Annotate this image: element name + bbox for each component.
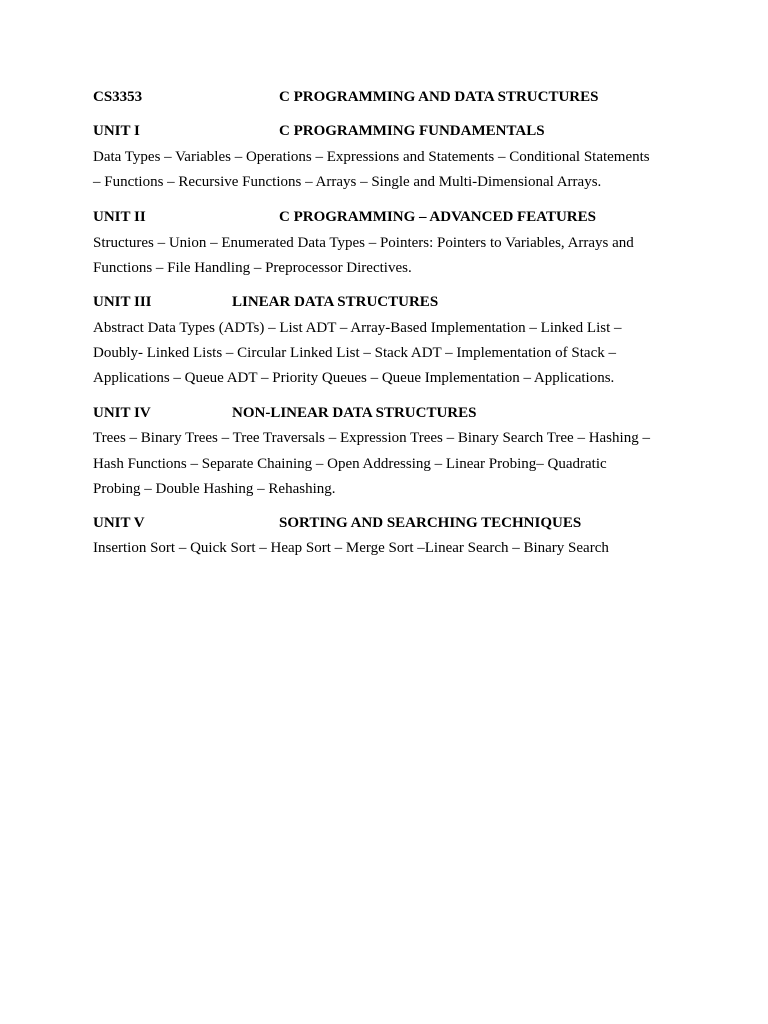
unit-title: C PROGRAMMING FUNDAMENTALS [279, 123, 545, 139]
unit-body-line: Hash Functions – Separate Chaining – Open Addressing – Linear Probing– Quadratic [93, 456, 607, 472]
unit-label: UNIT V [93, 515, 145, 531]
unit-body-line: Structures – Union – Enumerated Data Types – Pointers: Pointers to Variables, Arrays and [93, 235, 634, 251]
unit-label: UNIT II [93, 209, 146, 225]
unit-body-line: Trees – Binary Trees – Tree Traversals – Expression Trees – Binary Search Tree – Hashing – [93, 430, 650, 446]
course-title: C PROGRAMMING AND DATA STRUCTURES [279, 89, 599, 105]
unit-label: UNIT III [93, 294, 152, 310]
unit-body-line: Doubly- Linked Lists – Circular Linked List – Stack ADT – Implementation of Stack – [93, 345, 616, 361]
unit-body-line: Applications – Queue ADT – Priority Queues – Queue Implementation – Applications. [93, 370, 615, 386]
unit-title: NON-LINEAR DATA STRUCTURES [232, 405, 477, 421]
unit-body-line: Insertion Sort – Quick Sort – Heap Sort – Merge Sort –Linear Search – Binary Search [93, 540, 609, 556]
unit-title: SORTING AND SEARCHING TECHNIQUES [279, 515, 582, 531]
unit-body-line: Functions – File Handling – Preprocessor Directives. [93, 260, 412, 276]
unit-body-line: Probing – Double Hashing – Rehashing. [93, 481, 336, 497]
unit-title: LINEAR DATA STRUCTURES [232, 294, 439, 310]
unit-label: UNIT IV [93, 405, 151, 421]
unit-title: C PROGRAMMING – ADVANCED FEATURES [279, 209, 596, 225]
course-code: CS3353 [93, 89, 143, 105]
unit-label: UNIT I [93, 123, 140, 139]
unit-body-line: Data Types – Variables – Operations – Expressions and Statements – Conditional Statements [93, 149, 650, 165]
unit-body-line: – Functions – Recursive Functions – Arrays – Single and Multi-Dimensional Arrays. [93, 174, 602, 190]
unit-body-line: Abstract Data Types (ADTs) – List ADT – Array-Based Implementation – Linked List – [93, 320, 622, 336]
